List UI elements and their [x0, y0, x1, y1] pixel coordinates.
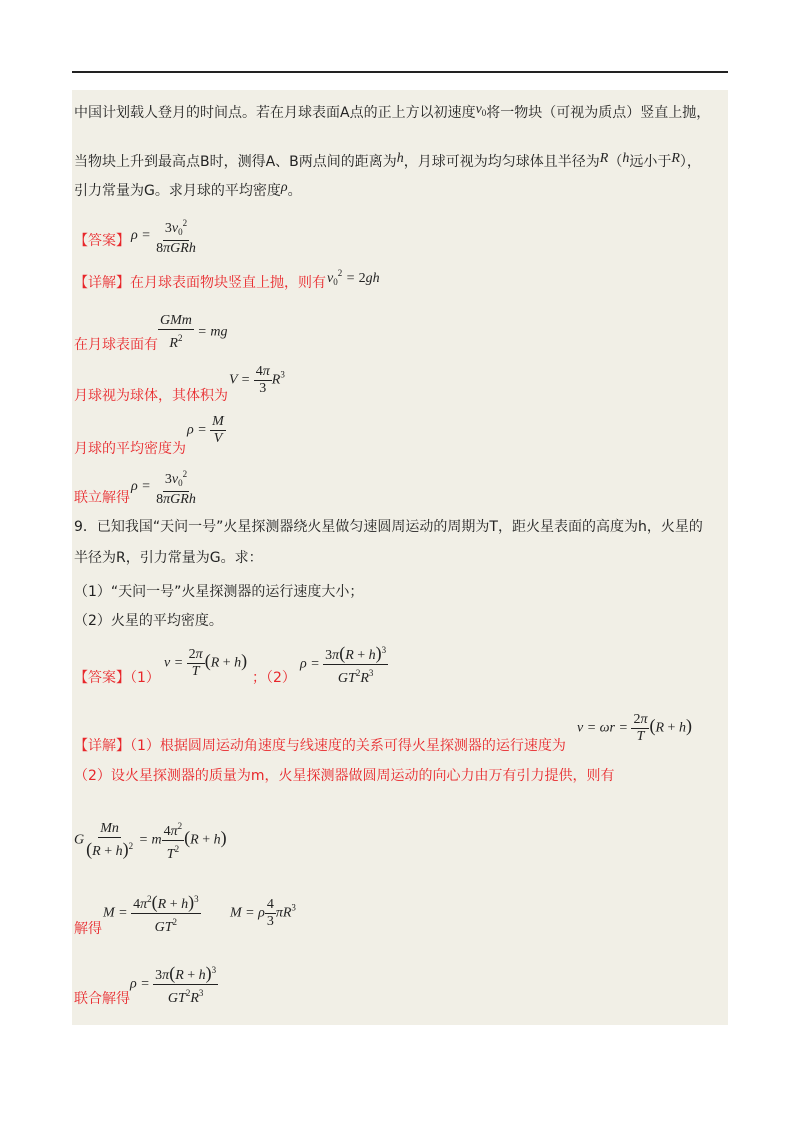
q8-detail-2: 在月球表面有 [74, 337, 158, 353]
q9-formula-3: M = $\frac{4\pi^2(R + h)^3}{GT^2}$ [103, 892, 199, 935]
q9-detail-1: 【详解】（1）根据圆周运动角速度与线速度的关系可得火星探测器的运行速度为 [74, 738, 566, 754]
q8-answer-label: 【答案】 [74, 233, 130, 249]
q9-line-1: 9．已知我国“天问一号”火星探测器绕火星做匀速圆周运动的周期为T，距火星表面的高度为h，火星的 [74, 519, 703, 535]
q8-formula-4: ρ = $\frac{M}{V}$ [187, 414, 224, 446]
q9-formula-4: M = ρ $\frac{4}{3}$ $\pi R^3$ [230, 897, 296, 929]
q9-answer-sep: ；（2） [252, 670, 296, 686]
q8-line-2: 当物块上升到最高点B时，测得A、B两点间的距离为h，月球可视为均匀球体且半径为R（h远小于R）， [74, 151, 701, 170]
q8-detail-4: 月球的平均密度为 [74, 441, 186, 457]
q8-line-1: 中国计划载人登月的时间点。若在月球表面A点的正上方以初速度$v_0$将一物块（可视为质点）竖直上抛， [74, 102, 711, 121]
q9-detail-2: （2）设火星探测器的质量为m，火星探测器做圆周运动的向心力由万有引力提供，则有 [74, 768, 615, 784]
q8-detail-3: 月球视为球体，其体积为 [74, 388, 228, 404]
q9-formula-1: v = ωr = $\frac{2\pi}{T}$ (R + h) [577, 712, 692, 744]
q8-answer-formula: ρ = $\frac{3v_0^2}{\text{8πGRh}}$ [131, 215, 198, 257]
q9-item-1: （1）“天问一号”火星探测器的运行速度大小； [74, 584, 364, 600]
q9-item-2: （2）火星的平均密度。 [74, 613, 223, 629]
q9-formula-5: ρ = $\frac{3\pi(R + h)^3}{GT^2R^3}$ [130, 963, 217, 1006]
q8-detail-1: 【详解】在月球表面物块竖直上抛，则有 [74, 275, 326, 291]
header-rule [72, 71, 728, 73]
q8-formula-5: ρ = $\frac{3v_0^2}{\text{8πGRh}}$ [131, 466, 198, 508]
q8-line-3: 引力常量为G。求月球的平均密度ρ。 [74, 180, 302, 199]
symbol-v0: $v_0$ [475, 102, 487, 118]
q8-formula-2: $\frac{\text{GMm}}{R^2}$ = mg [160, 313, 228, 351]
q9-detail-4: 联合解得 [74, 991, 130, 1007]
q9-answer: 【答案】（1） [74, 670, 160, 686]
q9-formula-2: G $\frac{Mn}{(R + h)^2}$ = m $\frac{4\pi^2}{T^2}$ (R + h) [74, 818, 227, 863]
q8-formula-1: $v_0^2 = 2gh$ [327, 268, 380, 287]
q8-detail-5: 联立解得 [74, 490, 130, 506]
q9-answer-formula-2: ρ = $\frac{3\pi(R + h)^3}{GT^2R^3}$ [300, 643, 387, 686]
q9-detail-3: 解得 [74, 921, 102, 937]
q8-formula-3: V = $\frac{4\pi}{3}$ $R^3$ [229, 364, 285, 396]
q9-answer-formula-1: v = $\frac{2\pi}{T}$ (R + h) [164, 647, 248, 679]
q9-line-2: 半径为R，引力常量为G。求： [74, 550, 263, 566]
